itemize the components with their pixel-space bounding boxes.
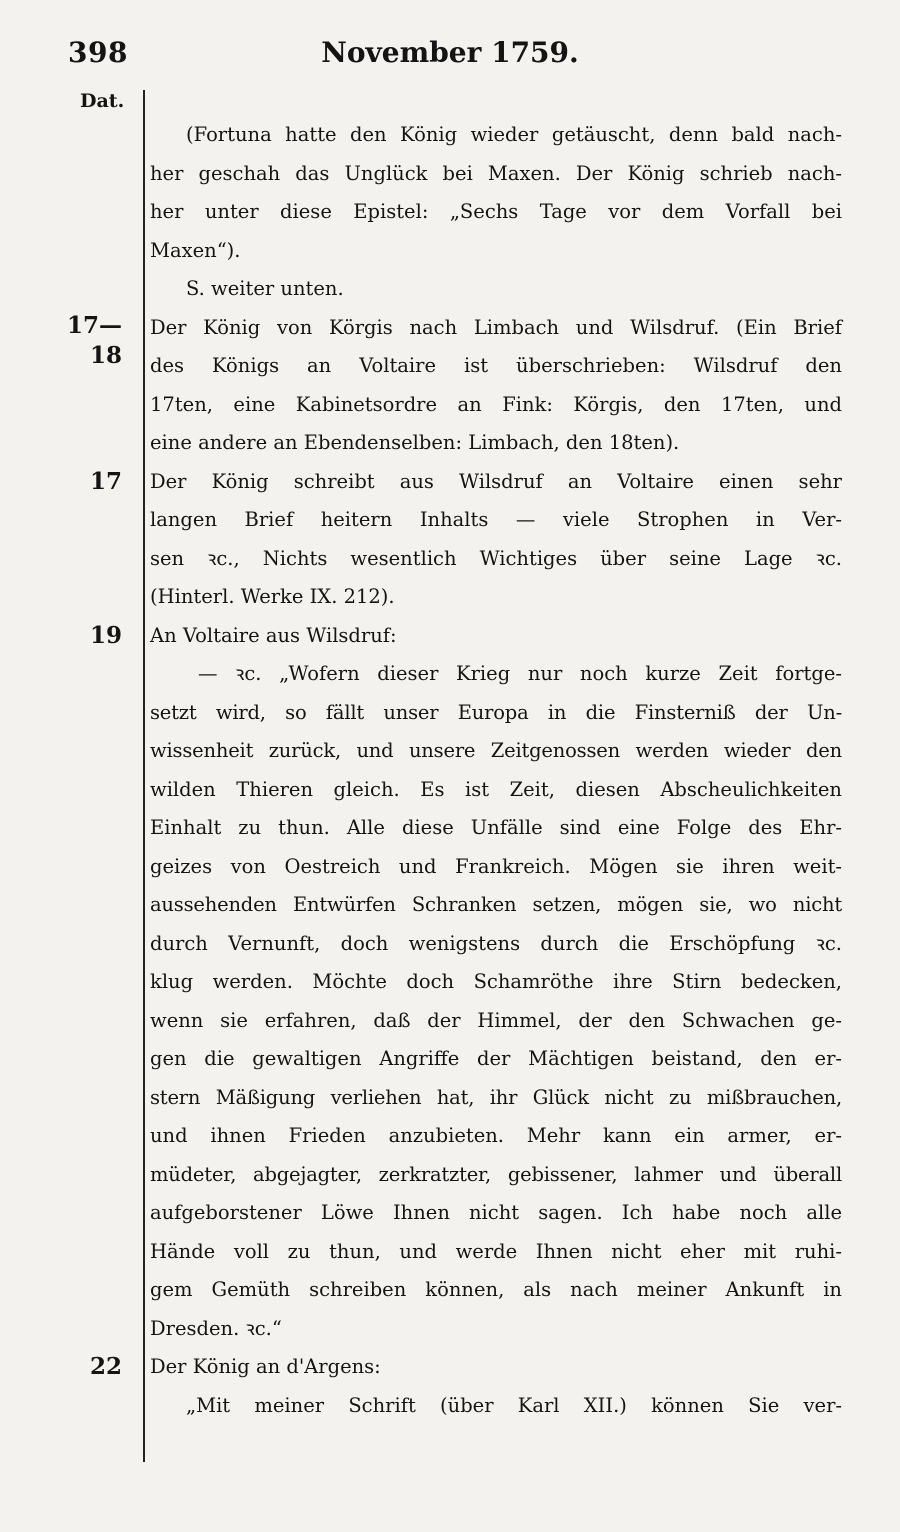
text-line: langen Brief heitern Inhalts — viele Strophen in Ver- xyxy=(150,508,842,531)
entry-22 xyxy=(0,1348,900,1425)
text-line: (Hinterl. Werke IX. 212). xyxy=(150,585,395,608)
text-line: setzt wird, so fällt unser Europa in die Finsterniß der Un- xyxy=(150,700,842,724)
text-line: müdeter, abgejagter, zerkratzter, gebissener, lahmer und überall xyxy=(150,1162,842,1186)
text-line: des Königs an Voltaire ist überschrieben: Wilsdruf den xyxy=(150,354,842,377)
text-line: durch Vernunft, doch wenigstens durch die Erschöpfung ꝛc. xyxy=(150,931,842,955)
entry-17-18 xyxy=(0,309,900,463)
date-column-label: Dat. xyxy=(80,90,125,112)
text-line: sen ꝛc., Nichts wesentlich Wichtiges über seine Lage ꝛc. xyxy=(150,546,842,570)
entries-list xyxy=(0,116,900,1425)
text-line: her geschah das Unglück bei Maxen. Der König schrieb nach- xyxy=(150,161,842,185)
text-line: Der König schreibt aus Wilsdruf an Voltaire einen sehr xyxy=(150,469,842,493)
entry-text xyxy=(150,1348,842,1425)
text-line: gem Gemüth schreiben können, als nach meiner Ankunft in xyxy=(150,1278,842,1301)
text-line: „Mit meiner Schrift (über Karl XII.) können Sie ver- xyxy=(186,1393,842,1417)
text-line: Der König an d'Argens: xyxy=(150,1355,381,1378)
text-line: klug werden. Möchte doch Schamröthe ihre Stirn bedecken, xyxy=(150,970,842,993)
text-line: aufgeborstener Löwe Ihnen nicht sagen. Ich habe noch alle xyxy=(150,1201,842,1224)
text-line: her unter diese Epistel: „Sechs Tage vor dem Vorfall bei xyxy=(150,200,842,223)
text-line: Dresden. ꝛc.“ xyxy=(150,1316,282,1340)
entry-date: 17— 18 xyxy=(66,311,122,369)
entry-date: 22 xyxy=(89,1353,122,1380)
text-line: Maxen“). xyxy=(150,238,241,262)
text-line: — ꝛc. „Wofern dieser Krieg nur noch kurze Zeit fortge- xyxy=(198,662,842,685)
text-line: Der König von Körgis nach Limbach und Wilsdruf. (Ein Brief xyxy=(150,315,842,339)
running-head: November 1759. xyxy=(321,36,579,69)
entry-fortuna xyxy=(0,116,900,309)
text-line: eine andere an Ebendenselben: Limbach, den 18ten). xyxy=(150,431,680,454)
text-line: und ihnen Frieden anzubieten. Mehr kann ein armer, er- xyxy=(150,1124,842,1147)
entry-19 xyxy=(0,617,900,1349)
text-line: S. weiter unten. xyxy=(186,277,344,300)
text-line: gen die gewaltigen Angriffe der Mächtigen beistand, den er- xyxy=(150,1047,842,1070)
text-line: aussehenden Entwürfen Schranken setzen, mögen sie, wo nicht xyxy=(150,893,842,916)
text-line: Hände voll zu thun, und werde Ihnen nicht eher mit ruhi- xyxy=(150,1239,842,1263)
text-line: geizes von Oestreich und Frankreich. Mögen sie ihren weit- xyxy=(150,854,842,878)
text-line: wilden Thieren gleich. Es ist Zeit, diesen Abscheulichkeiten xyxy=(150,777,842,801)
entry-text xyxy=(150,116,842,309)
entry-date: 17 xyxy=(89,467,122,495)
entry-date: 19 xyxy=(89,621,122,649)
entry-text xyxy=(150,617,842,1349)
text-line: An Voltaire aus Wilsdruf: xyxy=(150,623,397,647)
text-line: (Fortuna hatte den König wieder getäuscht, denn bald nach- xyxy=(186,123,842,146)
entry-text xyxy=(150,309,842,463)
entry-text xyxy=(150,463,842,617)
text-line: wenn sie erfahren, daß der Himmel, der den Schwachen ge- xyxy=(150,1008,842,1032)
text-line: wissenheit zurück, und unsere Zeitgenossen werden wieder den xyxy=(150,739,842,762)
entry-17 xyxy=(0,463,900,617)
text-line: stern Mäßigung verliehen hat, ihr Glück nicht zu mißbrauchen, xyxy=(150,1085,842,1109)
text-line: 17ten, eine Kabinetsordre an Fink: Körgis, den 17ten, und xyxy=(150,392,842,416)
text-line: Einhalt zu thun. Alle diese Unfälle sind eine Folge des Ehr- xyxy=(150,816,842,839)
page-number: 398 xyxy=(68,36,128,69)
